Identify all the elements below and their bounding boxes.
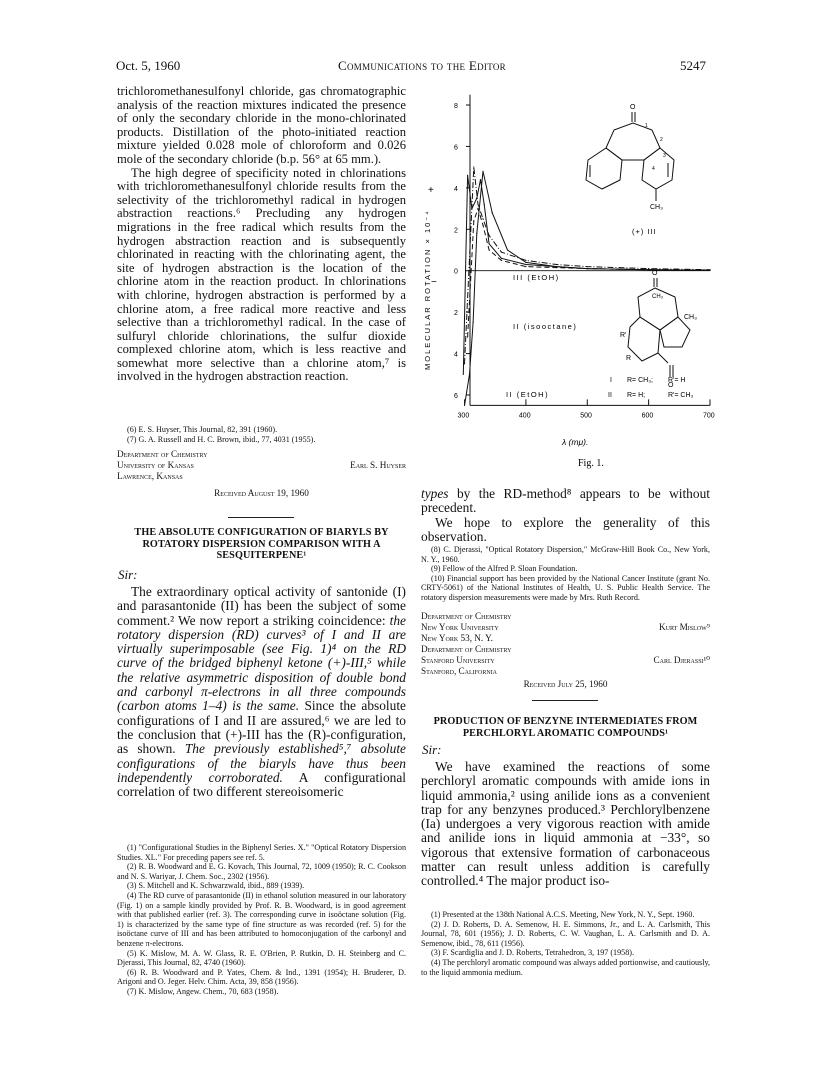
rd-data-point: [525, 266, 526, 267]
struct-iii-c3: 3: [663, 153, 666, 159]
article1-footnotes: [117, 425, 406, 444]
rd-curve: [468, 209, 710, 337]
struct-i-methyl-top: CH₃: [652, 294, 664, 300]
rd-data-point: [471, 208, 472, 209]
affiliation-city: New York 53, N. Y.: [421, 633, 493, 643]
rd-data-point: [489, 249, 490, 250]
footnote: (2) R. B. Woodward and E. G. Kovach, This Journal, 72, 1009 (1950); R. C. Cookson and N. S. Wariyar, J. Chem. Soc., 2302 (1956).: [117, 862, 406, 881]
rd-data-point: [473, 322, 474, 323]
article2-signature: [421, 611, 710, 690]
struct-iii-oxygen: O: [630, 104, 636, 111]
y-tick-label: 2: [454, 310, 458, 318]
affiliation-university: New York University: [421, 622, 499, 632]
rd-data-point: [467, 336, 468, 337]
rd-data-point: [464, 363, 465, 364]
title-line: THE ABSOLUTE CONFIGURATION OF BIARYLS BY: [134, 527, 389, 538]
legend-ii-r: R= H;: [627, 392, 646, 399]
rd-data-point: [473, 220, 474, 221]
footnote: (9) Fellow of the Alfred P. Sloan Foundation.: [431, 564, 578, 574]
struct-i-r-prime: R': [620, 332, 627, 339]
rd-data-point: [501, 252, 502, 253]
title-line: ROTATORY DISPERSION COMPARISON WITH A: [142, 538, 381, 550]
rd-data-point: [525, 262, 526, 263]
title-line: PERCHLORYL AROMATIC COMPOUNDS¹: [462, 727, 669, 739]
page-number: 5247: [680, 58, 706, 73]
affiliation-dept: Department of Chemistry: [117, 449, 208, 459]
x-ticks: [458, 399, 715, 419]
rd-data-point: [467, 175, 468, 176]
x-tick-label: 600: [641, 412, 654, 420]
x-axis-label: λ (mμ).: [562, 437, 589, 447]
struct-i-r: R: [626, 355, 632, 362]
rd-data-point: [469, 374, 470, 375]
article1-signature: [117, 449, 406, 499]
affiliation-university: Stanford University: [421, 655, 495, 665]
rd-data-point: [463, 374, 464, 375]
footnote: (7) K. Mislow, Angew. Chem., 70, 683 (1958).: [127, 986, 279, 996]
rd-data-point: [489, 243, 490, 244]
rd-data-point: [648, 269, 649, 270]
rd-data-point: [484, 204, 485, 205]
y-tick-label: 2: [454, 227, 458, 235]
rd-data-point: [477, 204, 478, 205]
y-tick-label: 8: [454, 103, 458, 110]
footnote: (2) J. D. Roberts, D. A. Semenow, H. E. Simmons, Jr., and L. A. Carlsmith, This Journal, 78, 601 (1956); J. D. Roberts, C. W. Vaughan, L. A. Carlsmith and D. A. Semenow, ibid., 78, 611 (1956).: [421, 919, 710, 948]
article3-footnotes: [421, 910, 710, 977]
rd-data-point: [482, 225, 483, 226]
running-date: Oct. 5, 1960: [116, 58, 181, 73]
affiliation-dept: Department of Chemistry: [421, 611, 512, 621]
body-italic: types: [421, 486, 449, 501]
struct-iii-c4: 4: [652, 166, 655, 172]
plus-sign: +: [428, 185, 434, 196]
rd-data-point: [482, 218, 483, 219]
section-divider: [532, 700, 598, 701]
y-ticks: [454, 103, 470, 400]
rd-data-point: [587, 268, 588, 269]
footnote: (6) E. S. Huyser, This Journal, 82, 391 (1960).: [127, 425, 278, 434]
curve-label-ii-isooctane: II (isooctane): [513, 322, 578, 331]
struct-i-oxygen-bottom: O: [668, 382, 674, 389]
legend-i-number: I: [610, 377, 612, 384]
rd-data-point: [556, 264, 557, 265]
footnote: (10) Financial support has been provided by the National Cancer Institute (grant No. CRTY-5061) of the National Institutes of Health, U. S. Public Health Service. The rotatory dispersion measurements were made by Mrs. Ruth Record.: [421, 573, 710, 602]
footnote: (5) K. Mislow, M. A. W. Glass, R. E. O'Brien, P. Rutkin, D. H. Steinberg and C. Djerassi, This Journal, 82, 4740 (1960).: [117, 948, 406, 968]
rd-curve: [465, 167, 711, 364]
rd-data-point: [648, 268, 649, 269]
author-name: Carl Djerassi¹⁰: [653, 655, 710, 665]
body-italic: The previously established⁵,⁷ absolute configurations of the biaryls have thus been independently corroborated.: [117, 741, 406, 785]
rd-data-point: [482, 171, 483, 172]
author-name: Earl S. Huyser: [350, 460, 406, 470]
rd-data-point: [556, 266, 557, 267]
footnote: (1) "Configurational Studies in the Biphenyl Series. X." "Optical Rotatory Dispersion Studies. XL." For preceding papers see ref. 5.: [117, 843, 406, 862]
y-axis-label: MOLECULAR ROTATION × 10⁻⁴: [423, 209, 432, 370]
rd-figure: [420, 85, 720, 475]
rd-data-point: [477, 208, 478, 209]
rd-data-point: [501, 260, 502, 261]
structure-santonide: [628, 278, 690, 377]
article2-body-continued: [421, 487, 710, 544]
curve-label-plus-iii: (+) III: [632, 227, 657, 236]
rd-data-point: [480, 179, 481, 180]
article1-paragraph1: trichloromethanesulfonyl chloride, gas chromatographic analysis of the reaction mixtures indicated the presence of only the secondary chloride in the mono-chlorinated products. Distillation of the photo-initiated reaction mixture yielded 0.028 mole of chloroform and 0.026 mole of the secondary chloride (b.p. 56° at 65 mm.).: [117, 84, 406, 166]
struct-iii-c2: 2: [660, 137, 663, 143]
y-tick-label: 6: [454, 144, 458, 152]
curve-label-iii-etoh: III (EtOH): [513, 273, 560, 282]
legend-ii-rprime: R'= CH₃: [668, 392, 694, 399]
body-text: We hope to explore the generality of this observation.: [421, 514, 710, 544]
rd-data-point: [489, 235, 490, 236]
article1-body: [117, 85, 406, 384]
struct-i-methyl-right: CH₃: [684, 314, 697, 321]
rd-data-point: [501, 258, 502, 259]
article1-paragraph2: The high degree of specificity noted in chlorinations with trichloromethanesulfonyl chloride results from the selectivity of the trichloromethyl radical in hydrogen abstraction reactions.⁶ Precluding any hydrogen migrations in the free radical which results from the hydrogen abstraction reaction and is subsequently chlorinated in reacting with the chlorinating agent, the site of hydrogen abstraction is the location of the chlorine atom in the reaction product. In chlorinations with chlorine, hydrogen abstraction is performed by a chlorine atom, a free radical more reactive and less selective than a trichloromethyl radical. In the case of sulfuryl chloride chlorinations, the sulfur dioxide complexed chlorine atom, which is less reactive and somewhat more selective than a chlorine atom,⁷ is involved in the hydrogen abstraction reaction.: [117, 165, 406, 384]
y-tick-label: 0: [454, 268, 458, 276]
x-tick-label: 700: [703, 412, 715, 420]
rd-data-point: [525, 260, 526, 261]
footnote: (6) R. B. Woodward and P. Yates, Chem. & Ind., 1391 (1954); H. Bruderer, D. Arigoni and O. Jeger. Helv. Chim. Acta, 39, 858 (1956).: [117, 967, 406, 987]
x-tick-label: 300: [457, 412, 470, 420]
rd-data-point: [473, 167, 474, 168]
affiliation-dept: Department of Chemistry: [421, 644, 512, 654]
article2-footnotes: [117, 843, 406, 997]
x-tick-label: 500: [580, 412, 592, 420]
struct-iii-c1: 1: [645, 123, 648, 129]
rd-data-point: [492, 212, 493, 213]
article2-body: [117, 585, 406, 799]
salutation: Sir:: [422, 742, 442, 757]
footnote: (4) The RD curve of parasantonide (II) in ethanol solution measured in our laboratory (Fig. 1) on a sample kindly provided by Prof. R. B. Woodward, is in good agreement with that published earlier (ref. 3). The corresponding curve in isoöctane solution (Fig. 1) is characterized by the same type of fine structure as was recorded (ref. 5) for the isoöctane curve of III and has been attributed to homoconjugation of the carbonyl and benzene π-electrons.: [117, 890, 406, 948]
x-tick-label: 400: [518, 412, 531, 420]
body-text: We have examined the reactions of some perchloryl aromatic compounds with amide ions in liquid ammonia,² using anilide ions as a convenient trap for any benzynes produced.³ Perchlorylbenzene (Ia) undergoes a very vigorous reaction with amide and anilide ions in liquid ammonia at −33°, so vigorous that extensive formation of carbonaceous matter can result unless addition is carefully controlled.⁴ The major product iso-: [421, 759, 710, 889]
footnote: (8) C. Djerassi, "Optical Rotatory Dispersion," McGraw-Hill Book Co., New York, N. Y., 1960.: [421, 545, 710, 564]
footnote: (3) F. Scardiglia and J. D. Roberts, Tetrahedron, 3, 197 (1958).: [431, 948, 634, 958]
y-tick-label: 4: [454, 351, 458, 359]
salutation: Sir:: [118, 567, 138, 582]
received-date: Received July 25, 1960: [523, 679, 608, 689]
footnote: (1) Presented at the 138th National A.C.S. Meeting, New York, N. Y., Sept. 1960.: [431, 910, 695, 919]
rd-data-point: [587, 266, 588, 267]
legend-i-r: R= CH₃;: [627, 377, 653, 384]
minus-sign: −: [431, 277, 437, 288]
y-tick-label: 6: [454, 393, 458, 400]
rd-data-point: [525, 264, 526, 265]
affiliation-university: University of Kansas: [117, 460, 194, 470]
footnote: (7) G. A. Russell and H. C. Brown, ibid., 77, 4031 (1955).: [127, 434, 316, 444]
plot-area: [463, 95, 711, 406]
title-line: SESQUITERPENE¹: [216, 550, 307, 561]
curve-label-ii-etoh: II (EtOH): [506, 390, 550, 399]
body-text: A configurational correlation of two different stereoisomeric: [117, 769, 406, 800]
article3-body: [421, 760, 710, 889]
footnote: (4) The perchloryl aromatic compound was always added portionwise, and cautiously, to the liquid ammonia medium.: [421, 957, 710, 977]
legend-ii-number: II: [608, 392, 612, 399]
body-text: The extraordinary optical activity of santonide (I) and parasantonide (II) has been the subject of some comment.² We now report a striking coincidence:: [117, 584, 406, 628]
article2-title: [117, 527, 406, 562]
received-date: Received August 19, 1960: [214, 488, 309, 498]
affiliation-city: Stanford, California: [421, 666, 498, 676]
body-text: Since the absolute configurations of I and II are assured,⁶ we are led to the conclusion that (+)-III has the (R)-configuration, as shown.: [117, 698, 406, 757]
author-name: Kurt Mislow⁹: [659, 622, 710, 632]
title-line: PRODUCTION OF BENZYNE INTERMEDIATES FROM: [433, 716, 698, 727]
footnote: (3) S. Mitchell and K. Schwarzwald, ibid., 889 (1939).: [127, 881, 305, 891]
rd-data-point: [507, 249, 508, 250]
running-title: Communications to the Editor: [338, 58, 506, 73]
article3-title: [421, 716, 710, 739]
y-tick-label: 4: [454, 185, 458, 193]
body-text: by the RD-method⁸ appears to be without precedent.: [421, 486, 710, 516]
figure-caption: Fig. 1.: [578, 458, 604, 469]
body-italic: the rotatory dispersion (RD) curves³ of I and II are virtually superimposable (see Fig. 1)⁴ on the RD curve of the bridged biphenyl ketone (+)-III,⁵ while the relative asymmetric disposition of double bond and carbonyl π-electrons in all three compounds (carbon atoms 1–4) is the same.: [117, 612, 406, 714]
article2-footnotes-continued: [421, 545, 710, 603]
rd-data-point: [476, 198, 477, 199]
struct-i-oxygen-top: O: [652, 270, 658, 277]
structure-iii: [586, 112, 674, 189]
struct-iii-methyl: CH₃: [650, 204, 663, 211]
rd-data-point: [709, 270, 710, 271]
affiliation-city: Lawrence, Kansas: [117, 471, 183, 481]
rd-data-point: [476, 233, 477, 234]
legend-i-rprime: R'= H: [668, 377, 686, 384]
section-divider: [228, 517, 294, 518]
rd-curve: [463, 175, 710, 374]
